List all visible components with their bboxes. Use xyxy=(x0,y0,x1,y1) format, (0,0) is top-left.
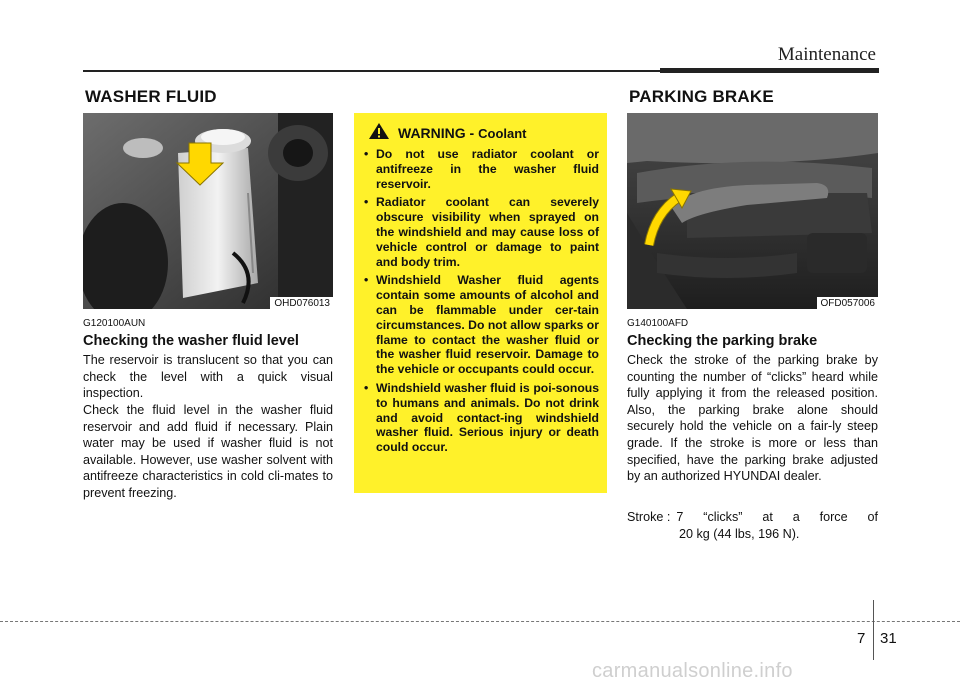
header-accent-bar xyxy=(660,68,879,73)
stroke-row xyxy=(627,509,878,526)
stroke-value-line2: 20 kg (44 lbs, 196 N). xyxy=(679,526,800,541)
warning-item: • Windshield washer fluid is poi-sonous to humans and animals. Do not drink and avoid contact-ing windshield washer fluid. Serious injury or death could occur. xyxy=(364,381,599,455)
photo-code: OHD076013 xyxy=(270,297,333,309)
warning-title xyxy=(398,125,527,141)
warning-item: • Do not use radiator coolant or antifreeze in the washer fluid reservoir. xyxy=(364,147,599,191)
stroke-spec xyxy=(627,509,878,542)
subheading-washer-fluid-level: Checking the washer fluid level xyxy=(83,333,299,349)
doc-code: G140100AFD xyxy=(627,318,689,329)
photo-code: OFD057006 xyxy=(817,297,878,309)
subheading-parking-brake: Checking the parking brake xyxy=(627,333,818,349)
chapter-number: 7 xyxy=(857,630,866,647)
stroke-value-line1: 7 “clicks” at a force of xyxy=(676,510,878,524)
page-divider xyxy=(873,600,874,660)
paragraph-reservoir: The reservoir is translucent so that you can check the level with a quick visual inspection. xyxy=(83,353,333,401)
paragraph-fluid-level: Check the fluid level in the washer fluid reservoir and add fluid if necessary. Plain water may be used if washer fluid is not available. However, use washer solvent with antifreeze characteristics in cold cli-mates to prevent freezing. xyxy=(83,403,333,500)
parking-brake-photo xyxy=(627,113,878,309)
section-title-parking-brake: PARKING BRAKE xyxy=(629,87,774,106)
warning-item: • Radiator coolant can severely obscure visibility when sprayed on the windshield and may cause loss of vehicle control or damage to paint and body trim. xyxy=(364,195,599,269)
section-title-washer-fluid: WASHER FLUID xyxy=(85,87,217,106)
page-number: 31 xyxy=(880,630,897,647)
stroke-label: Stroke : xyxy=(627,510,671,524)
doc-code: G120100AUN xyxy=(83,318,146,329)
paragraph-parking-brake: Check the stroke of the parking brake by counting the number of “clicks” heard while fully applying it from the released position. Also, the parking brake alone should securely hold the vehicle on a fair-ly steep grade. If the stroke is more or less than specified, have the parking brake adjusted by an authorized HYUNDAI dealer. xyxy=(627,353,878,484)
watermark: carmanualsonline.info xyxy=(592,660,793,682)
warning-label: WARNING - xyxy=(398,125,475,141)
page-header-title: Maintenance xyxy=(777,44,876,65)
washer-reservoir-photo xyxy=(83,113,333,309)
warning-topic: Coolant xyxy=(478,126,527,141)
footer-rule xyxy=(0,621,960,622)
warning-box xyxy=(354,113,607,493)
warning-item: • Windshield Washer fluid agents contain some amounts of alcohol and can be flammable under cer-tain circumstances. Do not allow sparks or flame to contact the washer fluid or the washer fluid reservoir. Damage to the vehicle or occupants could occur. xyxy=(364,273,599,377)
warning-list xyxy=(364,147,599,459)
warning-triangle-icon xyxy=(368,122,390,140)
